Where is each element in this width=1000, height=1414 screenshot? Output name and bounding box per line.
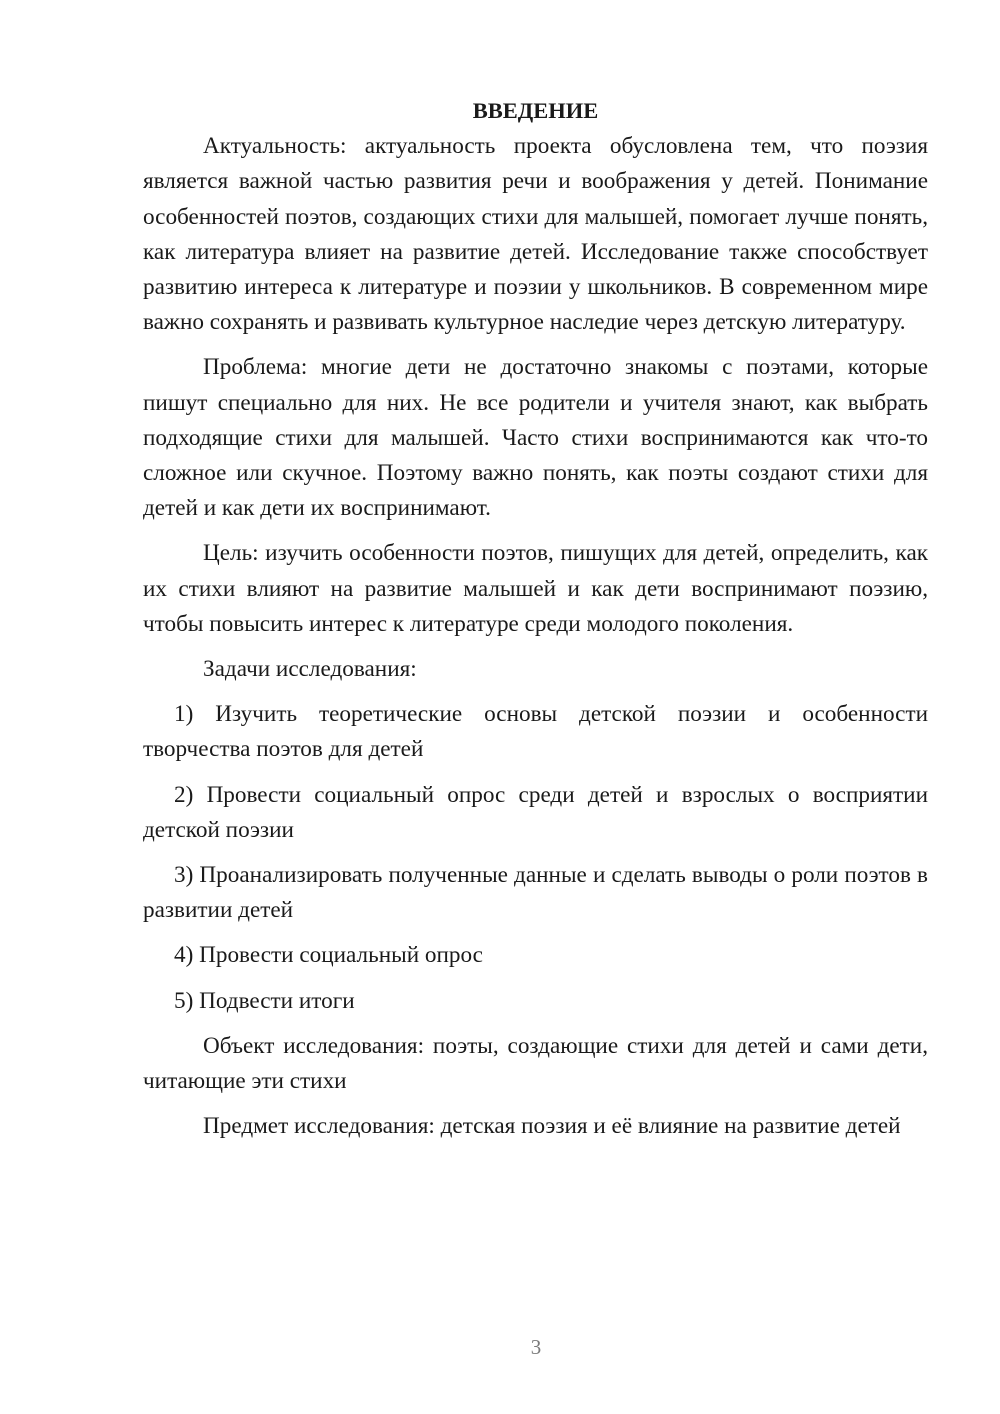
tasks-heading: Задачи исследования: xyxy=(203,656,417,683)
task-item-5: 5) Подвести итоги xyxy=(174,987,355,1014)
problem-paragraph: Проблема: многие дети не достаточно знакомы с поэтами, которые пишут специально для них. Не все родители и учителя знают, как выбрать подходящие стихи для малышей. Часто стихи воспринимаются как что-то сложное или скучное. Поэтому важно понять, как поэты создают стихи для детей и как дети их воспринимают. xyxy=(143,354,928,522)
page-content xyxy=(143,93,928,1154)
section-title: ВВЕДЕНИЕ xyxy=(472,98,599,123)
task-item-4: 4) Провести социальный опрос xyxy=(174,942,483,969)
goal-paragraph: Цель: изучить особенности поэтов, пишущих для детей, определить, как их стихи влияют на развитие малышей и как дети воспринимают поэзию, чтобы повысить интерес к литературе среди молодого поколения. xyxy=(143,540,928,637)
subject-paragraph: Предмет исследования: детская поэзия и её влияние на развитие детей xyxy=(203,1113,901,1140)
page-number: 3 xyxy=(530,1335,542,1359)
object-paragraph: Объект исследования: поэты, создающие стихи для детей и сами дети, читающие эти стихи xyxy=(143,1032,928,1095)
task-item-1: 1) Изучить теоретические основы детской поэзии и особенности творчества поэтов для детей xyxy=(143,701,928,763)
task-item-2: 2) Провести социальный опрос среди детей и взрослых о восприятии детской поэзии xyxy=(143,781,928,843)
task-item-3: 3) Проанализировать полученные данные и сделать выводы о роли поэтов в развитии детей xyxy=(143,862,928,924)
relevance-paragraph: Актуальность: актуальность проекта обусловлена тем, что поэзия является важной частью развития речи и воображения у детей. Понимание особенностей поэтов, создающих стихи для малышей, помогает лучше понять, как литература влияет на развитие детей. Исследование также способствует развитию интереса к литературе и поэзии у школьников. В современном мире важно сохранять и развивать культурное наследие через детскую литературу. xyxy=(143,133,928,336)
tasks-list xyxy=(143,697,928,1019)
